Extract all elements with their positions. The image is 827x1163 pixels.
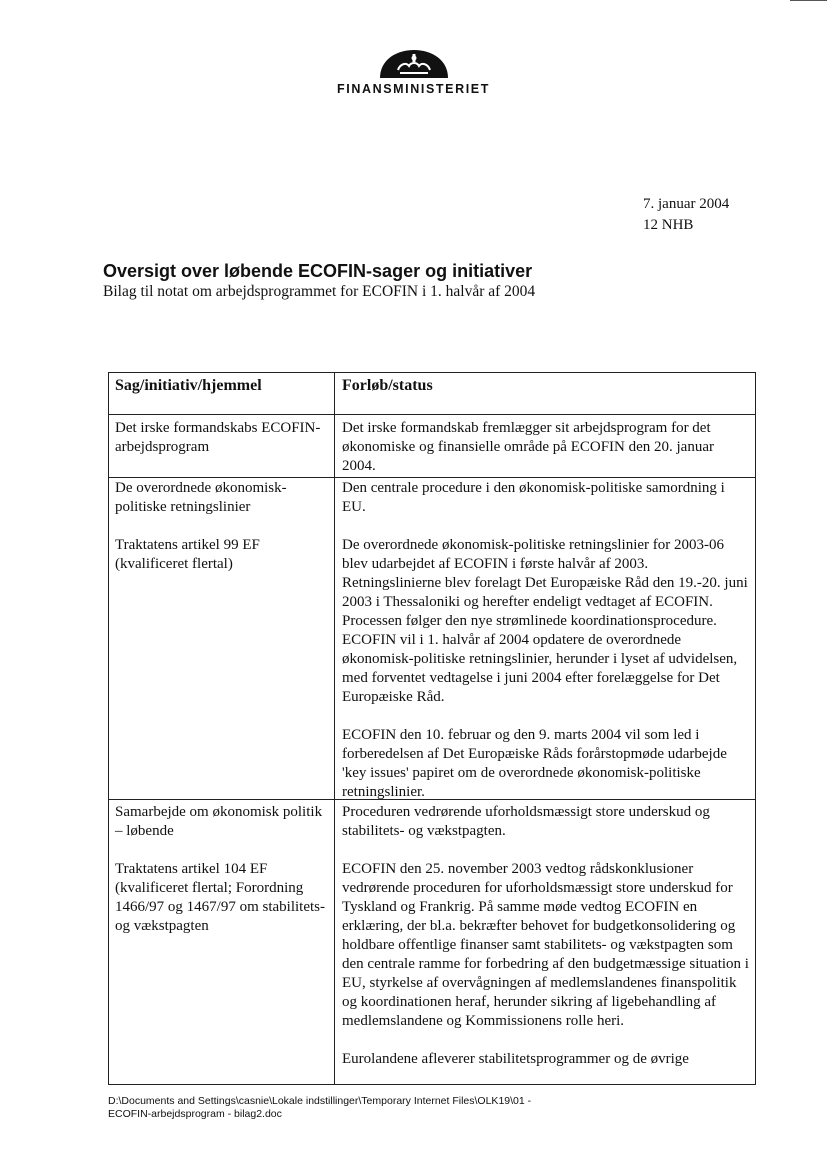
- table-row: [115, 479, 330, 574]
- scan-edge-line: [790, 0, 827, 1]
- row3-legal-basis: Traktatens artikel 104 EF (kvalificeret flertal; Forordning 1466/97 og 1467/97 om stabilitets- og vækstpagten: [115, 861, 325, 934]
- row1-case: Det irske formandskabs ECOFIN-arbejdsprogram: [115, 420, 321, 455]
- row1-status: Det irske formandskab fremlægger sit arbejdsprogram for det økonomiske og finansielle område på ECOFIN den 20. januar 2004.: [342, 420, 714, 474]
- row2-status-next: ECOFIN den 10. februar og den 9. marts 2004 vil som led i forberedelsen af Det Europæiske Råds forårstopmøde udarbejde 'key issues' papiret om de overordnede økonomisk-politiske retningslinier.: [342, 727, 727, 800]
- table-row-status: [342, 803, 750, 1069]
- row3-status-intro: Proceduren vedrørende uforholdsmæssigt store underskud og stabilitets- og vækstpagten.: [342, 804, 710, 839]
- row2-legal-basis: Traktatens artikel 99 EF (kvalificeret flertal): [115, 537, 260, 572]
- row-divider: [109, 414, 755, 415]
- column-divider: [334, 373, 335, 1084]
- table-row-status: [342, 419, 750, 476]
- row3-case: Samarbejde om økonomisk politik – løbende: [115, 804, 323, 839]
- case-overview-table: [108, 372, 756, 1085]
- footer-path-line1: D:\Documents and Settings\casnie\Lokale indstillinger\Temporary Internet Files\OLK19\01 -: [108, 1095, 532, 1107]
- row-divider: [109, 477, 755, 478]
- table-row: [115, 419, 330, 457]
- row3-status-continued: Eurolandene afleverer stabilitetsprogrammer og de øvrige: [342, 1051, 689, 1067]
- ministry-name: FINANSMINISTERIET: [337, 82, 490, 96]
- document-reference: 12 NHB: [643, 217, 694, 233]
- document-title: Oversigt over løbende ECOFIN-sager og initiativer: [103, 261, 533, 281]
- document-date: 7. januar 2004: [643, 196, 730, 212]
- table-header-case: Sag/initiativ/hjemmel: [115, 377, 262, 394]
- file-path-footer: [108, 1095, 531, 1121]
- row2-status-detail: De overordnede økonomisk-politiske retningslinier for 2003-06 blev udarbejdet af ECOFIN i første halvår af 2003. Retningslinierne blev forelagt Det Europæiske Råd den 19.-20. juni 2003 i Thessaloniki og herefter endeligt vedtaget af ECOFIN. Processen følger den nye strømlinede koordinationsprocedure. ECOFIN vil i 1. halvår af 2004 opdatere de overordnede økonomisk-politiske retningslinier, herunder i lyset af udvidelsen, med forventet vedtagelse i juni 2004 efter forelæggelse for Det Europæiske Råd.: [342, 537, 748, 705]
- date-block: [643, 194, 729, 236]
- footer-path-line2: ECOFIN-arbejdsprogram - bilag2.doc: [108, 1108, 282, 1120]
- crown-logo: [376, 44, 452, 80]
- table-row: [115, 803, 330, 936]
- row2-status-intro: Den centrale procedure i den økonomisk-politiske samordning i EU.: [342, 480, 725, 515]
- row2-case: De overordnede økonomisk-politiske retningslinier: [115, 480, 287, 515]
- table-row-status: [342, 479, 750, 802]
- table-header-status: Forløb/status: [342, 377, 433, 394]
- document-subtitle: Bilag til notat om arbejdsprogrammet for ECOFIN i 1. halvår af 2004: [103, 283, 536, 300]
- row3-status-detail: ECOFIN den 25. november 2003 vedtog rådskonklusioner vedrørende proceduren for uforholdsmæssigt store underskud for Tyskland og Frankrig. På samme møde vedtog ECOFIN en erklæring, der bl.a. bekræfter behovet for budgetkonsolidering og holdbare offentlige finanser samt stabilitets- og vækstpagten som den centrale ramme for forbedring af den budgetmæssige situation i EU, styrkelse af overvågningen af medlemslandenes finanspolitik og koordinationen heraf, herunder sikring af ligebehandling af medlemslandene og Kommissionens rolle heri.: [342, 861, 749, 1029]
